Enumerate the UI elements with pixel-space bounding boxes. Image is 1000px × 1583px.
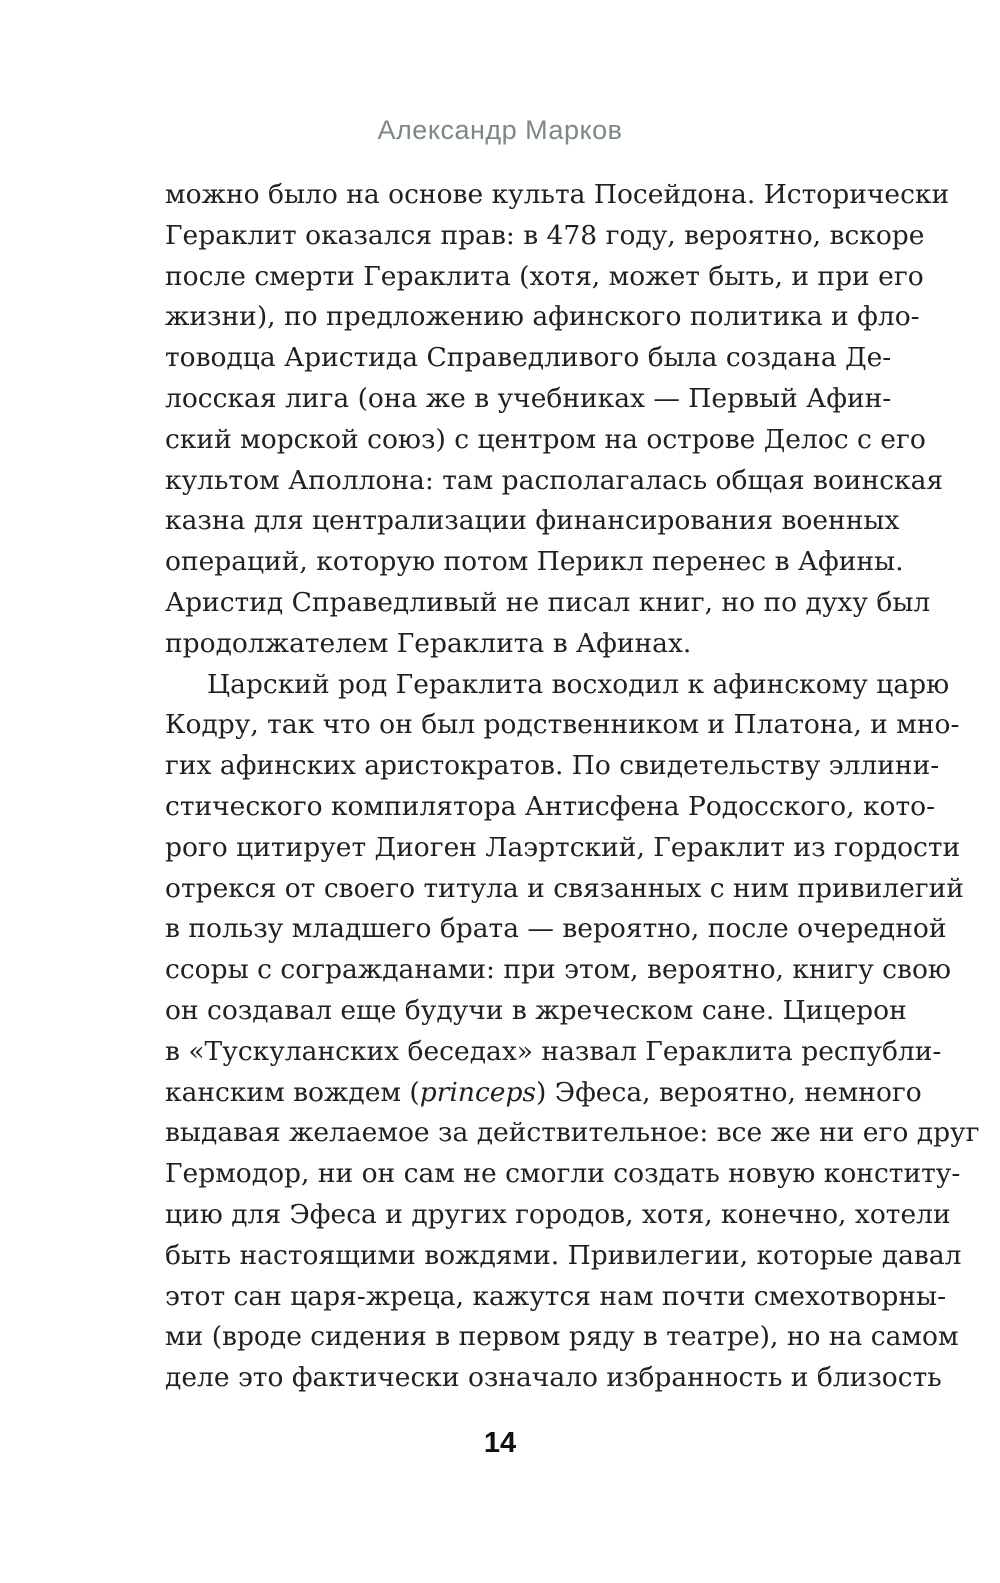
text-line: Кодру, так что он был родственником и Платона, и мно- — [165, 709, 960, 741]
text-line: можно было на основе культа Посейдона. Исторически — [165, 179, 950, 210]
page-number: 14 — [483, 1427, 517, 1459]
text-line-with-italic — [165, 1073, 922, 1114]
text-line: он создавал еще будучи в жреческом сане. Цицерон — [165, 994, 907, 1026]
text-line: товодца Аристида Справедливого была создана Де- — [165, 342, 892, 374]
body-text — [165, 175, 980, 1399]
text-line: в пользу младшего брата — вероятно, после очередной — [165, 913, 947, 945]
text-line: ми (вроде сидения в первом ряду в театре), но на самом — [165, 1321, 959, 1353]
text-line: цию для Эфеса и других городов, хотя, конечно, хотели — [165, 1198, 951, 1230]
text-line: этот сан царя-жреца, кажутся нам почти смехотворны- — [165, 1280, 947, 1312]
running-head: Александр Марков — [377, 115, 623, 145]
text-line: жизни), по предложению афинского политика и фло- — [165, 301, 920, 333]
text-line: отрекся от своего титула и связанных с ним привилегий — [165, 872, 964, 904]
text-line: ский морской союз) с центром на острове Делос с его — [165, 423, 926, 455]
text-line: гих афинских аристократов. По свидетельству эллини- — [165, 750, 940, 782]
text-line: Гермодор, ни он сам не смогли создать новую конститу- — [165, 1158, 961, 1190]
text-run: канским вождем ( — [165, 1076, 420, 1108]
text-line: выдавая желаемое за действительное: все же ни его друг — [165, 1117, 980, 1149]
text-line: казна для централизации финансирования военных — [165, 505, 900, 537]
text-line: быть настоящими вождями. Привилегии, которые давал — [165, 1239, 962, 1271]
text-line: лосская лига (она же в учебниках — Первый Афин- — [165, 382, 892, 414]
text-line: культом Аполлона: там располагалась общая воинская — [165, 464, 944, 496]
italic-term: princeps — [419, 1076, 537, 1108]
text-line: продолжателем Гераклита в Афинах. — [165, 627, 692, 659]
text-line-paragraph-start: Царский род Гераклита восходил к афинскому царю — [207, 668, 950, 700]
text-line: стического компилятора Антисфена Родосского, кото- — [165, 790, 936, 822]
text-line: ссоры с согражданами: при этом, вероятно, книгу свою — [165, 954, 951, 986]
text-line: Гераклит оказался прав: в 478 году, вероятно, вскоре — [165, 219, 925, 251]
text-line: в «Тускуланских беседах» назвал Гераклита республи- — [165, 1035, 942, 1067]
text-line: после смерти Гераклита (хотя, может быть, и при его — [165, 260, 924, 292]
text-line: операций, которую потом Перикл перенес в Афины. — [165, 546, 904, 578]
text-run: ) Эфеса, вероятно, немного — [536, 1076, 922, 1108]
text-line: деле это фактически означало избранность и близость — [165, 1362, 942, 1394]
text-line: рого цитирует Диоген Лаэртский, Гераклит из гордости — [165, 831, 961, 863]
text-line: Аристид Справедливый не писал книг, но по духу был — [165, 586, 931, 618]
